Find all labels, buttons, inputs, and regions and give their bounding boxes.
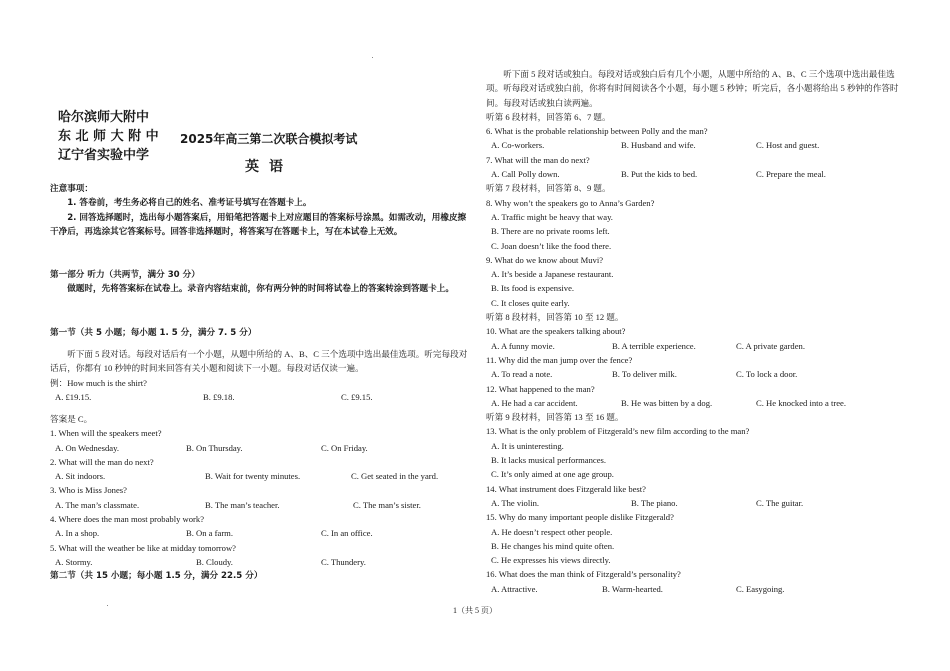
option-b: B. He changes his mind quite often. [491, 540, 615, 551]
section1-title: 第一节（共 5 小题；每小题 1. 5 分，满分 7. 5 分） [50, 328, 257, 338]
question: 6. What is the probable relationship between Polly and the man? [486, 126, 708, 137]
option-a: A. In a shop. [55, 528, 100, 539]
option-b: B. Put the kids to bed. [621, 169, 698, 180]
options-row [50, 526, 468, 540]
question: 2. What will the man do next? [50, 456, 154, 467]
option-a: A. The man’s classmate. [55, 499, 140, 510]
question: 12. What happened to the man? [486, 383, 595, 394]
option-a: A. To read a note. [491, 369, 553, 380]
notice-item: 1. 答卷前，考生务必将自己的姓名、准考证号填写在答题卡上。 [67, 198, 312, 209]
exam-title: 2025年高三第二次联合模拟考试 [180, 132, 358, 146]
option-b: B. On Thursday. [186, 442, 243, 453]
option-c: C. To lock a door. [736, 369, 798, 380]
question: 8. Why won’t the speakers go to Anna’s Garden? [486, 197, 655, 208]
option-b: B. He was bitten by a dog. [621, 397, 713, 408]
option-a: A. £19.15. [55, 391, 92, 402]
page-number: 1（共 5 页） [453, 606, 497, 615]
question: 9. What do we know about Muvi? [486, 254, 604, 265]
question: 16. What does the man think of Fitzgerald’s personality? [486, 569, 681, 580]
example-answer: 答案是 C。 [50, 414, 93, 424]
option-b: B. To deliver milk. [612, 369, 677, 380]
part1-instruction: 做题时，先将答案标在试卷上。录音内容结束前，你有两分钟的时间将试卷上的答案转涂到答题卡上。 [67, 284, 454, 295]
section2-title: 第二节（共 15 小题；每小题 1.5 分，满分 22.5 分） [50, 571, 263, 582]
notice-title: 注意事项： [50, 184, 93, 194]
option-a: A. On Wednesday. [55, 442, 119, 453]
option-a: A. Call Polly down. [491, 169, 560, 180]
option-c: C. Joan doesn’t like the food there. [491, 240, 612, 251]
question: 11. Why did the man jump over the fence? [486, 354, 633, 365]
option-a: A. Attractive. [491, 583, 538, 594]
option-c: C. Prepare the meal. [756, 169, 826, 180]
example-question: 例：How much is the shirt? [50, 377, 147, 388]
option-a: A. It’s beside a Japanese restaurant. [491, 269, 614, 280]
option-c: C. He expresses his views directly. [491, 555, 611, 566]
material-heading: 听第 6 段材料，回答第 6、7 题。 [486, 111, 611, 122]
option-b: B. The man’s teacher. [205, 499, 280, 510]
options-row [486, 339, 904, 353]
option-a: A. A funny movie. [491, 340, 555, 351]
option-c: C. £9.15. [341, 391, 373, 402]
question: 15. Why do many important people dislike Fitzgerald? [486, 512, 674, 523]
example-options [50, 390, 468, 404]
option-a: A. Traffic might be heavy that way. [491, 211, 613, 222]
option-b: B. A terrible experience. [612, 340, 696, 351]
option-b: B. Wait for twenty minutes. [205, 471, 301, 482]
option-a: A. He had a car accident. [491, 397, 578, 408]
options-row [486, 496, 904, 510]
option-c: C. In an office. [321, 528, 373, 539]
option-a: A. The violin. [491, 497, 540, 508]
question: 5. What will the weather be like at midday tomorrow? [50, 542, 236, 553]
option-c: C. The man’s sister. [353, 499, 421, 510]
option-b: B. £9.18. [203, 391, 235, 402]
option-b: B. Its food is expensive. [491, 283, 575, 294]
option-c: C. It closes quite early. [491, 297, 570, 308]
notice-item: 2. 回答选择题时，选出每小题答案后，用铅笔把答题卡上对应题目的答案标号涂黑。如需改动，用橡皮擦干净后，再选涂其它答案标号。回答非选择题时，将答案写在答题卡上，写在本试卷上无效。 [50, 212, 467, 237]
question: 14. What instrument does Fitzgerald like best? [486, 483, 646, 494]
option-c: C. The guitar. [756, 497, 804, 508]
option-c: C. Get seated in the yard. [351, 471, 439, 482]
question: 3. Who is Miss Jones? [50, 485, 127, 496]
options-row [50, 441, 468, 455]
part1-title: 第一部分 听力（共两节，满分 30 分） [50, 270, 200, 280]
material-heading: 听第 9 段材料，回答第 13 至 16 题。 [486, 412, 624, 423]
question: 13. What is the only problem of Fitzgerald’s new film according to the man? [486, 426, 750, 437]
school-name: 哈尔滨师大附中 [58, 110, 150, 125]
option-b: B. The piano. [631, 497, 678, 508]
material-heading: 听第 7 段材料，回答第 8、9 题。 [486, 183, 611, 194]
options-row [50, 555, 468, 569]
option-b: B. Husband and wife. [621, 140, 696, 151]
options-row [50, 498, 468, 512]
material-heading: 听第 8 段材料，回答第 10 至 12 题。 [486, 312, 624, 323]
question: 7. What will the man do next? [486, 154, 590, 165]
options-row [486, 367, 904, 381]
option-a: A. Sit indoors. [55, 471, 106, 482]
option-c: C. He knocked into a tree. [756, 397, 846, 408]
page-mark [372, 57, 373, 58]
option-c: C. Host and guest. [756, 140, 820, 151]
option-c: C. A private garden. [736, 340, 805, 351]
option-c: C. Easygoing. [736, 583, 785, 594]
section2-instruction: 听下面 5 段对话或独白。每段对话或独白后有几个小题，从题中所给的 A、B、C 三个选项中选出最佳选项。听每段对话或独白前，你将有时间阅读各个小题，每小题 5 秒钟；听完后，各小题将给出 5 秒钟的作答时间。每段对话或独白读两遍。 [486, 69, 899, 108]
options-row [486, 582, 904, 596]
question: 1. When will the speakers meet? [50, 428, 162, 439]
option-b: B. It lacks musical performances. [491, 455, 607, 466]
option-c: C. Thundery. [321, 556, 366, 567]
section1-instruction: 听下面 5 段对话。每段对话后有一个小题，从题中所给的 A、B、C 三个选项中选出最佳选项。听完每段对话后，你都有 10 秒钟的时间来回答有关小题和阅读下一小题。每段对话仅读一遍。 [50, 349, 468, 374]
option-c: C. On Friday. [321, 442, 368, 453]
option-a: A. It is uninteresting. [491, 440, 564, 451]
options-row [486, 167, 904, 181]
options-row [50, 469, 468, 483]
options-row [486, 396, 904, 410]
school-name: 辽宁省实验中学 [58, 148, 150, 163]
option-c: C. It’s only aimed at one age group. [491, 469, 614, 480]
option-b: B. Cloudy. [196, 556, 233, 567]
options-row [486, 138, 904, 152]
option-b: B. Warm-hearted. [602, 583, 663, 594]
subject-title: 英语 [245, 159, 293, 175]
question: 10. What are the speakers talking about? [486, 326, 626, 337]
option-a: A. He doesn’t respect other people. [491, 526, 613, 537]
option-b: B. On a farm. [186, 528, 234, 539]
option-a: A. Stormy. [55, 556, 93, 567]
option-a: A. Co-workers. [491, 140, 545, 151]
option-b: B. There are no private rooms left. [491, 226, 610, 237]
school-name: 东 北 师 大 附 中 [58, 129, 159, 144]
school-list [58, 108, 159, 165]
question: 4. Where does the man most probably work? [50, 514, 205, 525]
